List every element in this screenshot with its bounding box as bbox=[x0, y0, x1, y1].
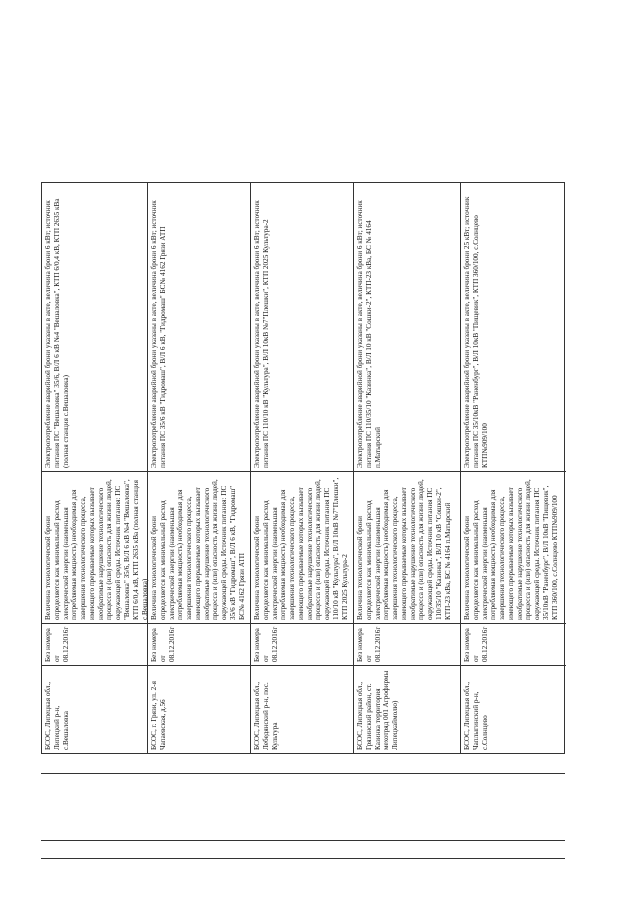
cell-location: БСОС, Липецкая обл., Липецкий р-н, с.Вешаловка bbox=[42, 665, 147, 753]
cell-details: Электропотребление аварийной брони указаны в акте, величина брони 6 кВт; источник питания ПС 35/6 кВ "Гидромаш", В/Л 6 кВ, "Гидромаш" БС№ 4162 Грязи АТП bbox=[150, 200, 167, 468]
cell-basis: Величина технологической брони определяется как минимальный расход электрической энергии (наименьшая потребляемая мощность) необходимая для завершения технологического процесса, имеющего прерываемые которых вызывает необратимые нарушение технологического процесса и (или) опасность для жизни людей, окружающей среды. Источник питания ПС 35/10кВ "Раненбург", В/Л 10кВ "Пищевик", КТП 360/100, с.Солнцево КТП№909/100 bbox=[461, 471, 566, 623]
table-row bbox=[250, 183, 353, 753]
cell-document: Без номера от 08.12.2016г bbox=[42, 623, 147, 665]
cell-details: Электропотребление аварийной брони указаны в акте, величина брони 6 кВт; источник питания ПС 110/35/10 "Казинка", В/Л 10 кВ "Сошки-2", КТП-23 кВа, БС № 4164 п.Матырский bbox=[356, 200, 382, 468]
cell-location: БСОС, Липецкая обл., Грязинский район, ст. Казинка территория мехотряд 001 Агрофирмы Липецкаймолю) bbox=[354, 665, 460, 753]
cell-location: БСОС, Липецкая обл., Чаплыгинский р-н, с.Солнцево bbox=[461, 665, 566, 753]
cell-document: Без номера от 08.12.2016г bbox=[354, 623, 460, 665]
table-row bbox=[353, 183, 460, 753]
cell-location: БСОС, г. Грязи, ул. 2-я Чапаевская, д.56 bbox=[148, 665, 250, 753]
cell-basis: Величина технологической брони определяется как минимальный расход электрической энергии (наименьшая потребляемая мощность) необходимая для завершения технологического процесса, имеющего прерываемые которых вызывает необратимые нарушение технологического процесса и (или) опасность для жизни людей, окружающей среды. Источник питания ПС 110/10 кВ "Культура", В/Л 10кВ №7"Плешки", КТП 2025 Культура-2 bbox=[251, 471, 353, 623]
rotated-table bbox=[41, 182, 565, 754]
cell-document: Без номера от 08.12.2016г bbox=[461, 623, 566, 665]
separator-line-bottom bbox=[41, 840, 565, 841]
cell-details: Электропотребление аварийной брони указаны в акте, величина брони 6 кВт; источник питания ПС "Вешаловка" 35/6, В/Л 6 кВ №4 "Вешаловка", КТП 6/0,4 кВ, КТП 2635 кВа (полная станция с.Вешаловка) bbox=[44, 198, 70, 468]
cell-basis: Величина технологической брони определяется как минимальный расход электрической энергии (наименьшая потребляемая мощность) необходимая для завершения технологического процесса, имеющего прерываемые которых вызывает необратимые нарушение технологического процесса и (или) опасность для жизни людей, окружающей среды. Источник питания: ПС "Вешаловка" 35/6, В/Л 6 кВ №4 "Вешаловка", КТП 6/0,4 кВ, КТП 2635 кВа (полная станция с.Вешаловка) bbox=[42, 471, 147, 623]
table-row bbox=[42, 183, 147, 753]
cell-document: Без номера от 08.12.2016г bbox=[148, 623, 250, 665]
cell-details: Электропотребление аварийной брони указаны в акте, величина брони 6 кВт; источник питания ПС 110/10 кВ "Культура", В/Л 10кВ №7"Плешки", КТП 2025 Культура-2 bbox=[253, 200, 270, 468]
separator-line-top bbox=[41, 773, 565, 774]
table-row bbox=[147, 183, 250, 753]
cell-document: Без номера от 08.12.2016г bbox=[251, 623, 353, 665]
table-row bbox=[460, 183, 566, 753]
cell-details: Электропотребление аварийной брони указаны в акте, величина брони 25 кВт; источник питания ПС 35/10кВ "Раненбург", В/Л 10кВ "Пищевик", КТП 360/100, с.Солнцево КТП№909/100 bbox=[463, 196, 489, 468]
cell-basis: Величина технологической брони определяется как минимальный расход электрической энергии (наименьшая потребляемая мощность) необходимая для завершения технологического процесса, имеющего прерываемые которых вызывает необратимые нарушение технологического процесса и (или) опасность для жизни людей, окружающей среды. Источник питания: ПС 35/6 кВ "Гидромаш", В/Л 6 кВ, "Гидромаш" БС№ 4162 Грязи АТП bbox=[148, 471, 250, 623]
separator-line-lower bbox=[41, 858, 565, 859]
cell-location: БСОС, Липецкая обл., Лебедянский р-н, пос. Культура bbox=[251, 665, 353, 753]
cell-basis: Величина технологической брони определяется как минимальный расход электрической энергии (наименьшая потребляемая мощность) необходимая для завершения технологического процесса, имеющего прерываемые которых вызывает необратимые нарушение технологического процесса и (или) опасность для жизни людей, окружающей среды. Источник питания ПС 110/35/10 "Казинка", В/Л 10 кВ "Сошки-2", КТП-23 кВа, БС № 4164 п.Матырский bbox=[354, 471, 460, 623]
